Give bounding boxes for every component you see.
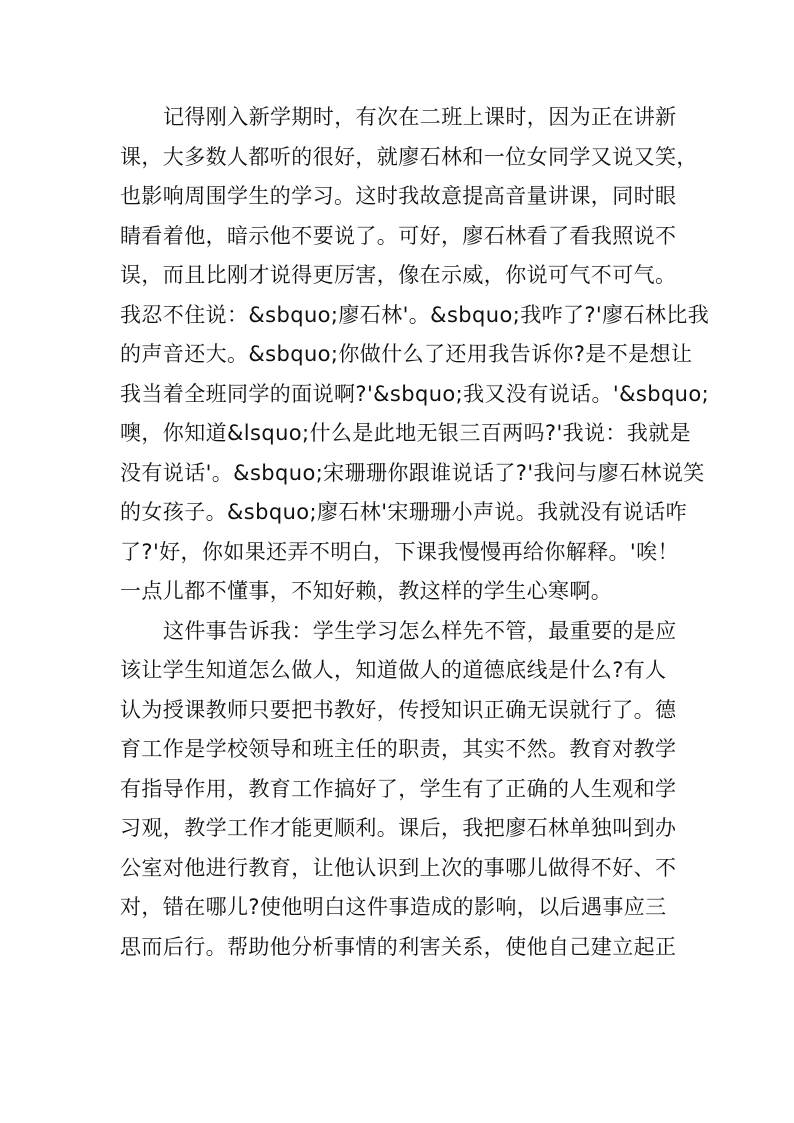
text-line: 思而后行。帮助他分析事情的利害关系，使他自己建立起正 bbox=[120, 934, 677, 959]
text-line: 噢，你知道&lsquo;什么是此地无银三百两吗?'我说：我就是 bbox=[120, 421, 692, 445]
text-line: 认为授课教师只要把书教好，传授知识正确无误就行了。德 bbox=[120, 697, 677, 722]
text-line: 该让学生知道怎么做人，知道做人的道德底线是什么?有人 bbox=[120, 658, 667, 682]
text-line: 公室对他进行教育，让他认识到上次的事哪儿做得不好、不 bbox=[120, 855, 677, 880]
text-line: 一点儿都不懂事，不知好赖，教这样的学生心寒啊。 bbox=[120, 579, 613, 603]
text-line: 习观，教学工作才能更顺利。课后，我把廖石林单独叫到办 bbox=[120, 816, 677, 840]
text-line: 有指导作用，教育工作搞好了，学生有了正确的人生观和学 bbox=[120, 776, 677, 801]
text-line: 了?'好，你如果还弄不明白，下课我慢慢再给你解释。'唉！ bbox=[120, 539, 679, 564]
text-line: 误，而且比刚才说得更厉害，像在示威，你说可气不可气。 bbox=[120, 263, 677, 287]
paragraph-1 bbox=[120, 98, 710, 612]
text-line: 没有说话'。&sbquo;宋珊珊你跟谁说话了?'我问与廖石林说笑 bbox=[120, 460, 705, 485]
text-line: 我忍不住说：&sbquo;廖石林'。&sbquo;我咋了?'廖石林比我 bbox=[120, 302, 710, 327]
text-line: 我当着全班同学的面说啊?'&sbquo;我又没有说话。'&sbquo; bbox=[120, 381, 710, 406]
document-body bbox=[120, 98, 710, 967]
text-line: 的女孩子。&sbquo;廖石林'宋珊珊小声说。我就没有说话咋 bbox=[120, 500, 687, 524]
text-line: 育工作是学校领导和班主任的职责，其实不然。教育对教学 bbox=[120, 737, 677, 761]
text-line: 的声音还大。&sbquo;你做什么了还用我告诉你?是不是想让 bbox=[120, 342, 693, 366]
text-line: 课，大多数人都听的很好，就廖石林和一位女同学又说又笑， bbox=[120, 144, 698, 169]
text-line: 也影响周围学生的学习。这时我故意提高音量讲课，同时眼 bbox=[120, 184, 677, 208]
paragraph-2 bbox=[120, 612, 685, 968]
text-line: 对，错在哪儿?使他明白这件事造成的影响，以后遇事应三 bbox=[120, 895, 667, 919]
text-line: 记得刚入新学期时，有次在二班上课时，因为正在讲新 bbox=[163, 105, 677, 129]
text-line: 睛看着他，暗示他不要说了。可好，廖石林看了看我照说不 bbox=[120, 223, 677, 248]
text-line: 这件事告诉我：学生学习怎么样先不管，最重要的是应 bbox=[163, 618, 677, 643]
